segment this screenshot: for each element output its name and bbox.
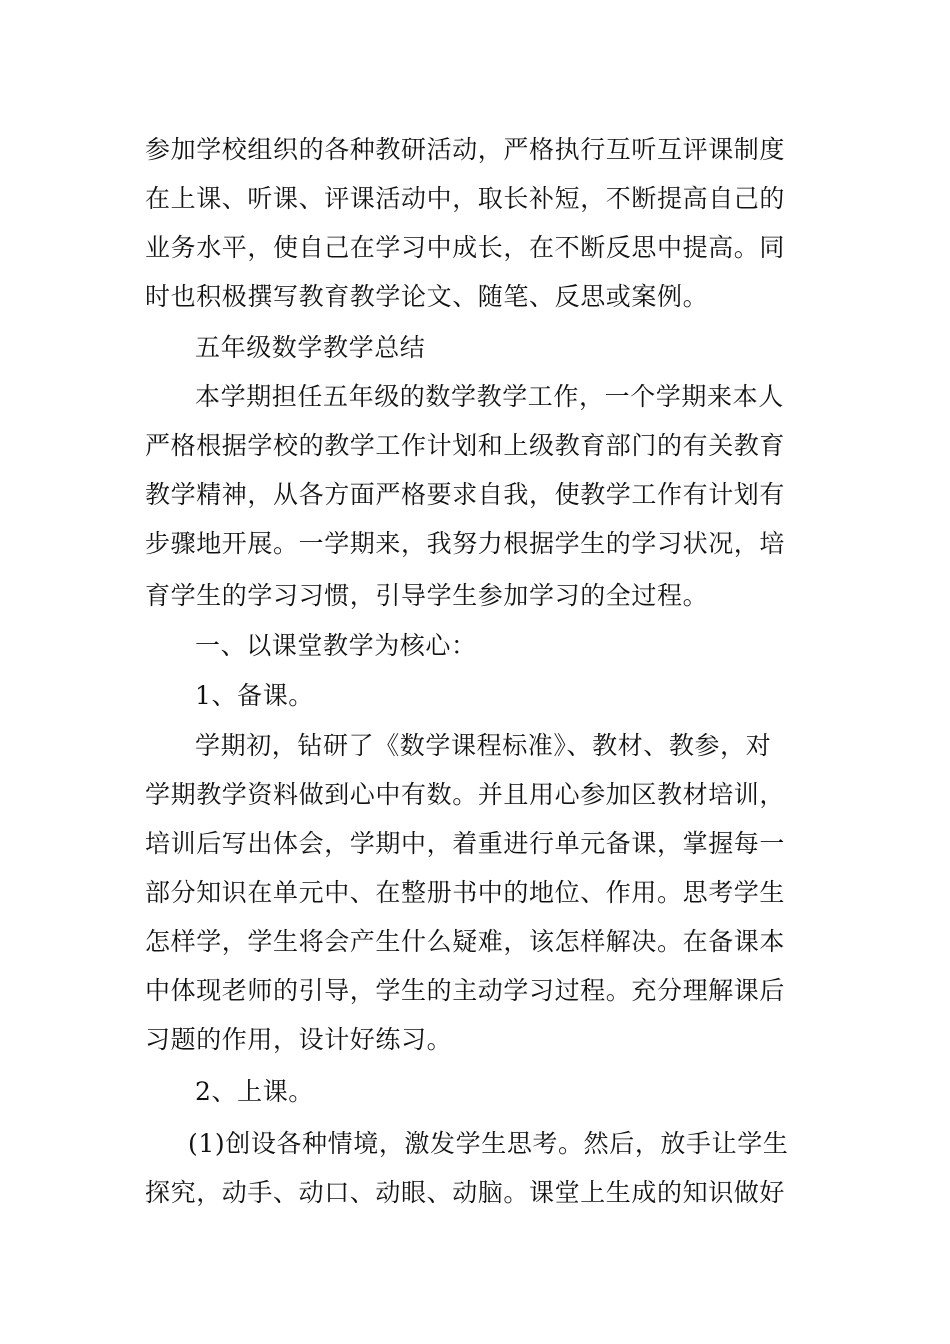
heading-line: 1、备课。 (195, 681, 314, 710)
heading-line: 2、上课。 (195, 1077, 314, 1106)
text-line: 时也积极撰写教育教学论文、随笔、反思或案例。 (145, 282, 709, 311)
text-line: (1)创设各种情境，激发学生思考。然后，放手让学生 (188, 1129, 789, 1158)
text-line: 探究，动手、动口、动眼、动脑。课堂上生成的知识做好 (145, 1178, 786, 1207)
text-line: 培训后写出体会，学期中，着重进行单元备课，掌握每一 (145, 829, 786, 858)
text-line: 育学生的学习习惯，引导学生参加学习的全过程。 (145, 581, 709, 610)
text-line: 部分知识在单元中、在整册书中的地位、作用。思考学生 (145, 878, 786, 907)
text-line: 在上课、听课、评课活动中，取长补短，不断提高自己的 (145, 184, 786, 213)
text-line: 本学期担任五年级的数学教学工作，一个学期来本人 (195, 382, 784, 411)
text-line: 严格根据学校的教学工作计划和上级教育部门的有关教育 (145, 431, 786, 460)
text-line: 参加学校组织的各种教研活动，严格执行互听互评课制度 (145, 135, 786, 164)
text-line: 教学精神，从各方面严格要求自我，使教学工作有计划有 (145, 480, 786, 509)
heading-line: 一、以课堂教学为核心： (195, 631, 477, 660)
text-line: 步骤地开展。一学期来，我努力根据学生的学习状况，培 (145, 529, 786, 558)
section-title: 五年级数学教学总结 (195, 333, 426, 362)
text-line: 学期初，钻研了《数学课程标准》、教材、教参，对 (195, 731, 772, 760)
text-line: 学期教学资料做到心中有数。并且用心参加区教材培训， (145, 780, 786, 809)
text-line: 中体现老师的引导，学生的主动学习过程。充分理解课后 (145, 976, 786, 1005)
text-line: 怎样学，学生将会产生什么疑难，该怎样解决。在备课本 (145, 927, 786, 956)
text-line: 业务水平，使自己在学习中成长，在不断反思中提高。同 (145, 233, 786, 262)
text-line: 习题的作用，设计好练习。 (145, 1025, 453, 1054)
